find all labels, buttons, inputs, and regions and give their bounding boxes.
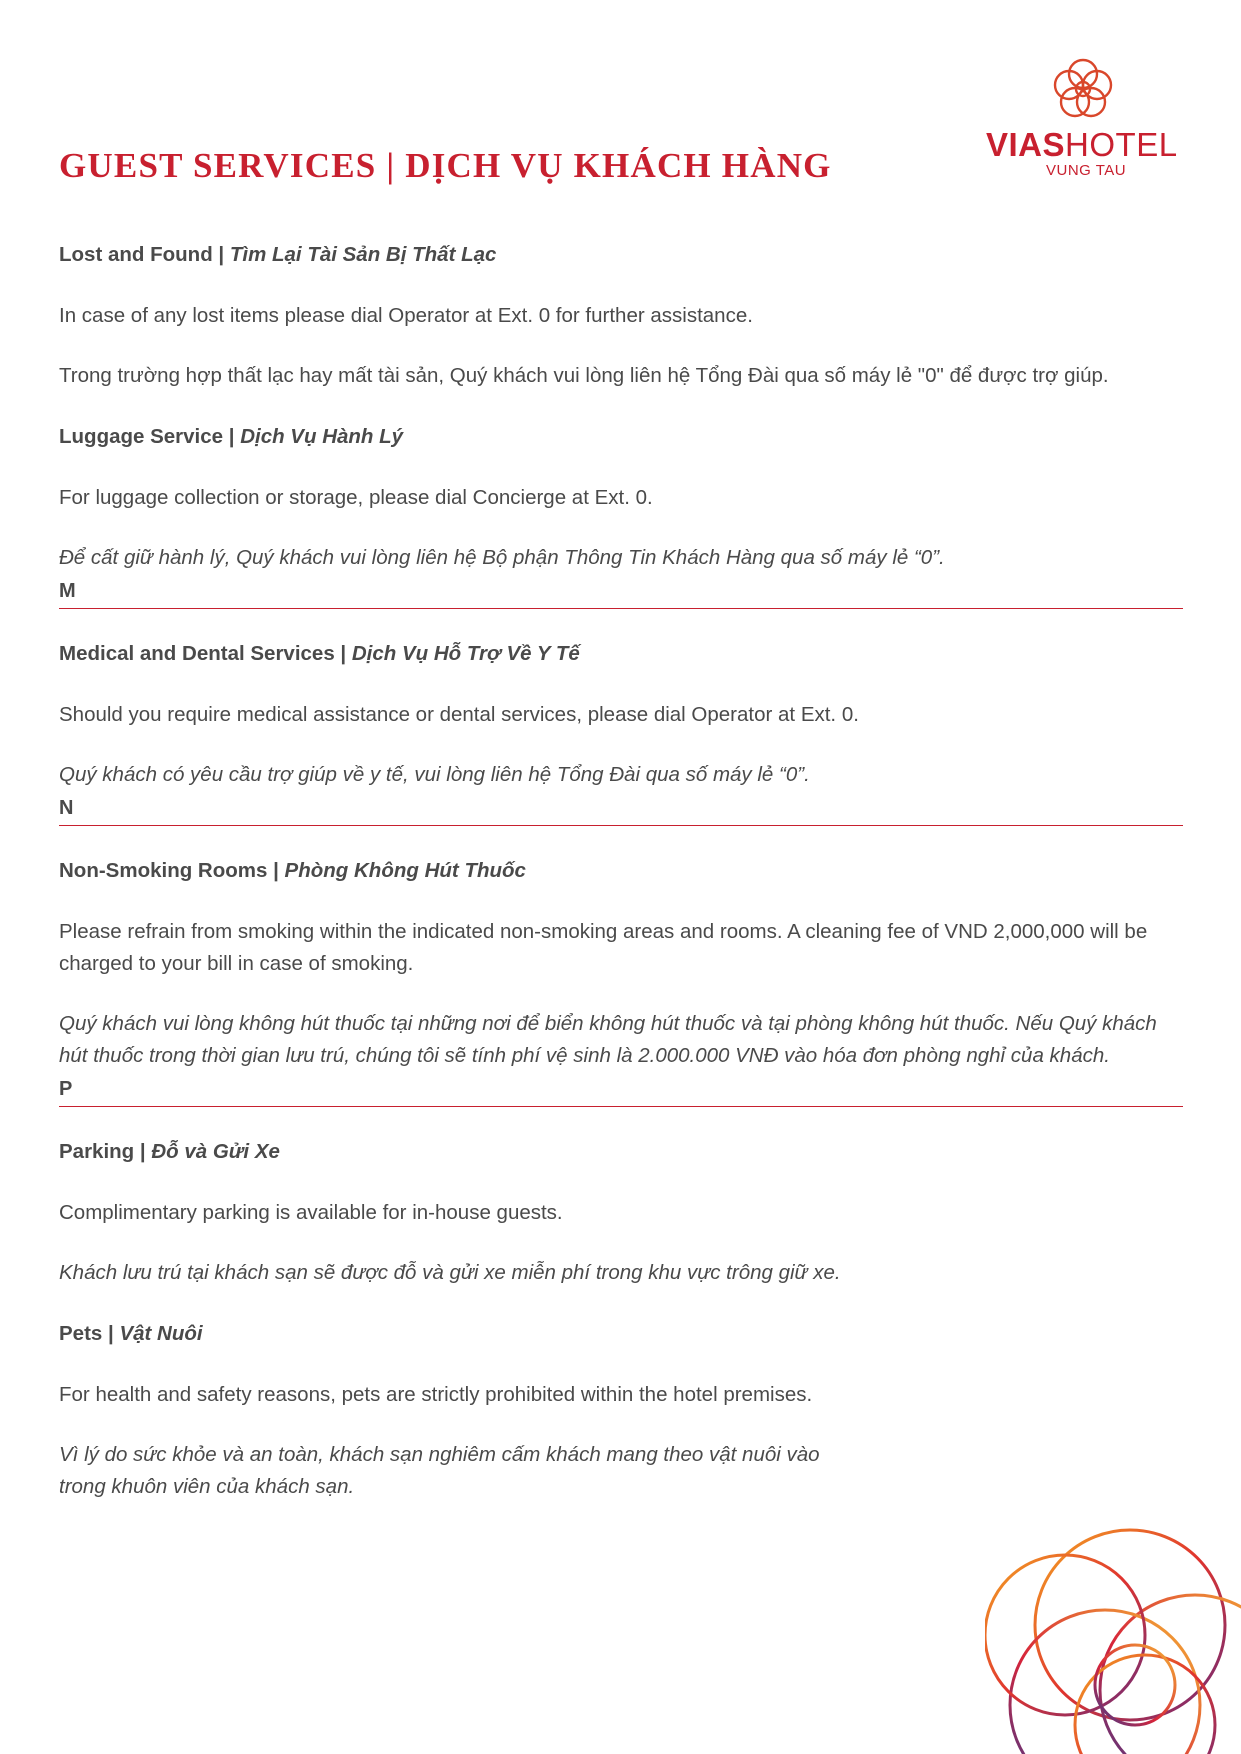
logo-brand-bold: VIAS	[986, 126, 1066, 163]
heading-en: Non-Smoking Rooms |	[59, 859, 285, 882]
logo-wordmark	[986, 126, 1178, 164]
non-smoking-text-vi: Quý khách vui lòng không hút thuốc tại những nơi để biển không hút thuốc và tại phòng không hút thuốc. Nếu Quý khách hút thuốc trong thời gian lưu trú, chúng tôi sẽ tính phí vệ sinh là 2.000.000 VNĐ vào hóa đơn phòng nghỉ của khách.	[59, 1012, 1157, 1067]
parking-heading	[59, 1135, 1183, 1169]
vias-hotel-logo	[980, 56, 1185, 186]
heading-en: Parking |	[59, 1140, 152, 1163]
page-title: GUEST SERVICES | DỊCH VỤ KHÁCH HÀNG	[59, 146, 832, 185]
pets-text-vi: Vì lý do sức khỏe và an toàn, khách sạn nghiêm cấm khách mang theo vật nuôi vào trong khuôn viên của khách sạn.	[59, 1443, 820, 1498]
document-body	[59, 238, 1183, 1503]
section-letter-p: P	[59, 1078, 73, 1100]
heading-vi: Dịch Vụ Hành Lý	[240, 425, 404, 448]
flower-logo-icon	[1050, 56, 1116, 122]
medical-text-vi: Quý khách có yêu cầu trợ giúp về y tế, vui lòng liên hệ Tổng Đài qua số máy lẻ “0”.	[59, 763, 810, 786]
heading-vi: Đỗ và Gửi Xe	[151, 1140, 280, 1163]
luggage-text-en: For luggage collection or storage, please dial Concierge at Ext. 0.	[59, 486, 653, 509]
section-divider	[59, 1106, 1183, 1107]
heading-en: Luggage Service |	[59, 425, 241, 448]
heading-vi: Phòng Không Hút Thuốc	[284, 859, 526, 882]
heading-vi: Vật Nuôi	[119, 1322, 203, 1345]
heading-vi: Dịch Vụ Hỗ Trợ Về Y Tế	[351, 642, 580, 665]
heading-en: Medical and Dental Services |	[59, 642, 352, 665]
luggage-heading	[59, 420, 1183, 454]
non-smoking-heading	[59, 854, 1183, 888]
medical-heading	[59, 637, 1183, 671]
pets-heading	[59, 1317, 1183, 1351]
section-divider	[59, 608, 1183, 609]
lost-found-text-en: In case of any lost items please dial Operator at Ext. 0 for further assistance.	[59, 304, 753, 327]
pets-text-en: For health and safety reasons, pets are strictly prohibited within the hotel premises.	[59, 1383, 813, 1406]
luggage-text-vi: Để cất giữ hành lý, Quý khách vui lòng liên hệ Bộ phận Thông Tin Khách Hàng qua số máy lẻ “0”.	[59, 546, 945, 569]
lost-found-text-vi: Trong trường hợp thất lạc hay mất tài sản, Quý khách vui lòng liên hệ Tổng Đài qua số máy lẻ "0" để được trợ giúp.	[59, 364, 1109, 387]
section-divider	[59, 825, 1183, 826]
decorative-flower-icon	[985, 1515, 1241, 1754]
heading-en: Lost and Found |	[59, 243, 230, 266]
logo-location: VUNG TAU	[1046, 162, 1127, 179]
parking-text-vi: Khách lưu trú tại khách sạn sẽ được đỗ và gửi xe miễn phí trong khu vực trông giữ xe.	[59, 1261, 841, 1284]
non-smoking-text-en: Please refrain from smoking within the indicated non-smoking areas and rooms. A cleaning fee of VND 2,000,000 will be charged to your bill in case of smoking.	[59, 920, 1148, 975]
section-letter-n: N	[59, 797, 74, 819]
medical-text-en: Should you require medical assistance or dental services, please dial Operator at Ext. 0.	[59, 703, 859, 726]
heading-en: Pets |	[59, 1322, 120, 1345]
heading-vi: Tìm Lại Tài Sản Bị Thất Lạc	[229, 243, 497, 266]
lost-found-heading	[59, 238, 1183, 272]
logo-brand-light: HOTEL	[1065, 126, 1178, 163]
parking-text-en: Complimentary parking is available for in-house guests.	[59, 1201, 563, 1224]
section-letter-m: M	[59, 580, 76, 602]
